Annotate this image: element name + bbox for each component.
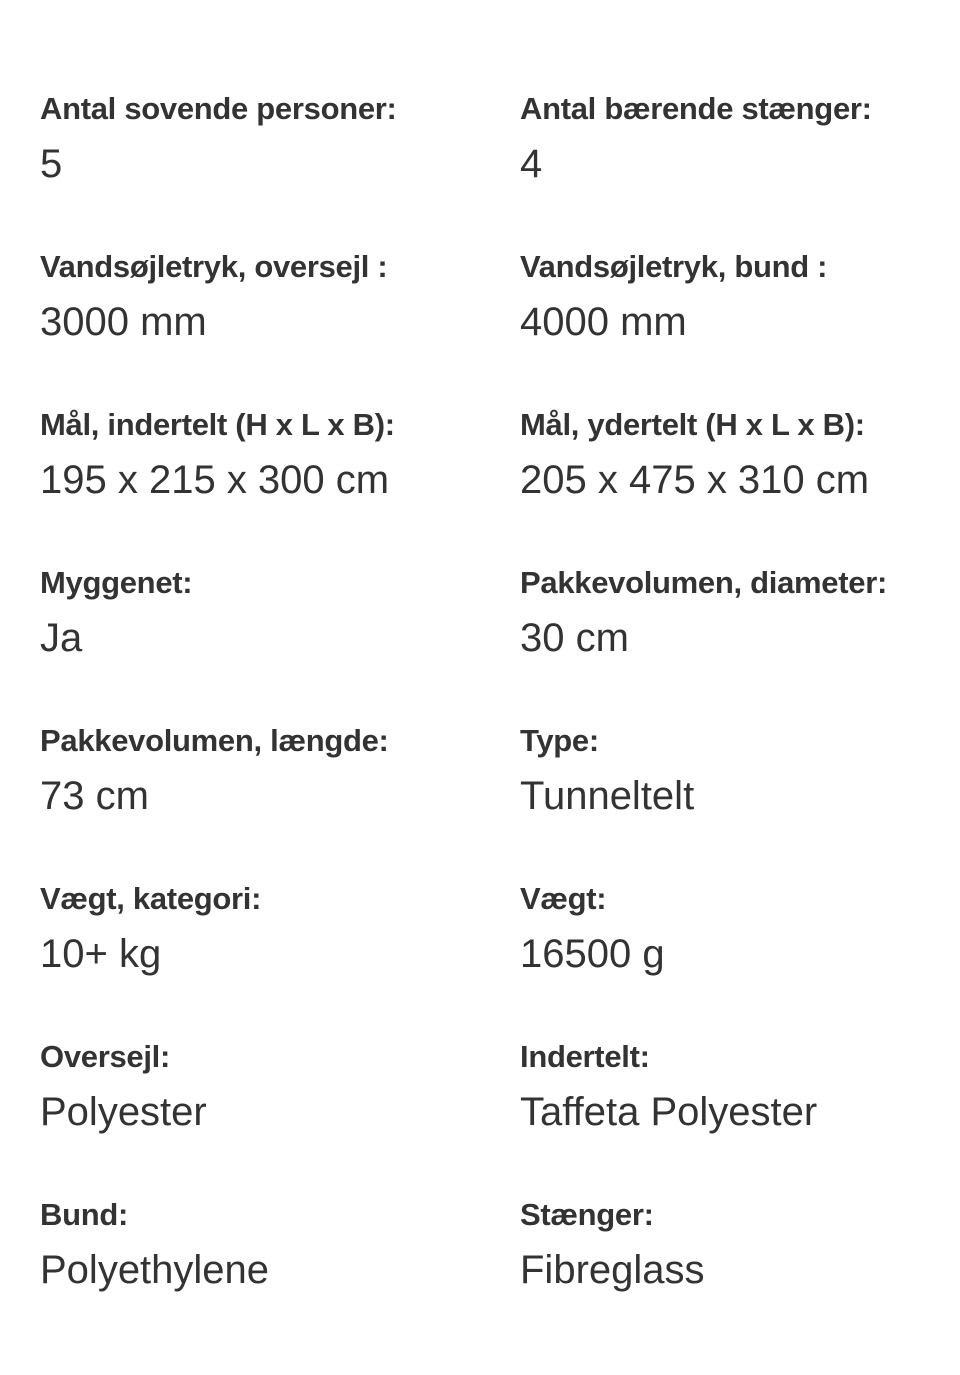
spec-value: 205 x 475 x 310 cm	[520, 458, 870, 502]
spec-weight	[520, 878, 940, 1036]
spec-hydrostatic-floor	[520, 246, 940, 404]
spec-value: Polyethylene	[40, 1248, 270, 1292]
spec-value: Taffeta Polyester	[520, 1090, 818, 1134]
spec-value: 10+ kg	[40, 932, 162, 976]
spec-value: 73 cm	[40, 774, 149, 818]
spec-label: Bund:	[40, 1197, 129, 1232]
spec-value: 30 cm	[520, 616, 629, 660]
spec-inner-tent-dimensions	[40, 404, 520, 562]
spec-label: Vægt, kategori:	[40, 881, 262, 916]
spec-value: 195 x 215 x 300 cm	[40, 458, 390, 502]
spec-type	[520, 720, 940, 878]
spec-value: 4	[520, 142, 543, 186]
spec-label: Antal bærende stænger:	[520, 91, 872, 126]
spec-value: Tunneltelt	[520, 774, 695, 818]
spec-value: Polyester	[40, 1090, 207, 1134]
spec-label: Vandsøjletryk, bund :	[520, 249, 828, 284]
spec-floor-material	[40, 1194, 520, 1352]
spec-value: Ja	[40, 616, 83, 660]
spec-pack-length	[40, 720, 520, 878]
spec-label: Type:	[520, 723, 599, 758]
spec-value: 4000 mm	[520, 300, 687, 344]
spec-label: Antal sovende personer:	[40, 91, 397, 126]
spec-flysheet-material	[40, 1036, 520, 1194]
spec-poles-count	[520, 88, 940, 246]
spec-grid	[40, 88, 940, 1352]
spec-label: Vandsøjletryk, oversejl :	[40, 249, 388, 284]
spec-value: 16500 g	[520, 932, 665, 976]
spec-label: Myggenet:	[40, 565, 193, 600]
spec-poles-material	[520, 1194, 940, 1352]
spec-label: Pakkevolumen, diameter:	[520, 565, 887, 600]
spec-value: 5	[40, 142, 63, 186]
spec-weight-category	[40, 878, 520, 1036]
spec-label: Vægt:	[520, 881, 607, 916]
spec-outer-tent-dimensions	[520, 404, 940, 562]
spec-label: Mål, indertelt (H x L x B):	[40, 407, 395, 442]
spec-label: Pakkevolumen, længde:	[40, 723, 389, 758]
spec-value: Fibreglass	[520, 1248, 705, 1292]
spec-label: Stænger:	[520, 1197, 654, 1232]
spec-label: Indertelt:	[520, 1039, 650, 1074]
spec-label: Mål, ydertelt (H x L x B):	[520, 407, 865, 442]
spec-inner-tent-material	[520, 1036, 940, 1194]
spec-hydrostatic-flysheet	[40, 246, 520, 404]
spec-pack-diameter	[520, 562, 940, 720]
spec-value: 3000 mm	[40, 300, 207, 344]
spec-mosquito-net	[40, 562, 520, 720]
spec-sleeping-persons	[40, 88, 520, 246]
spec-label: Oversejl:	[40, 1039, 170, 1074]
